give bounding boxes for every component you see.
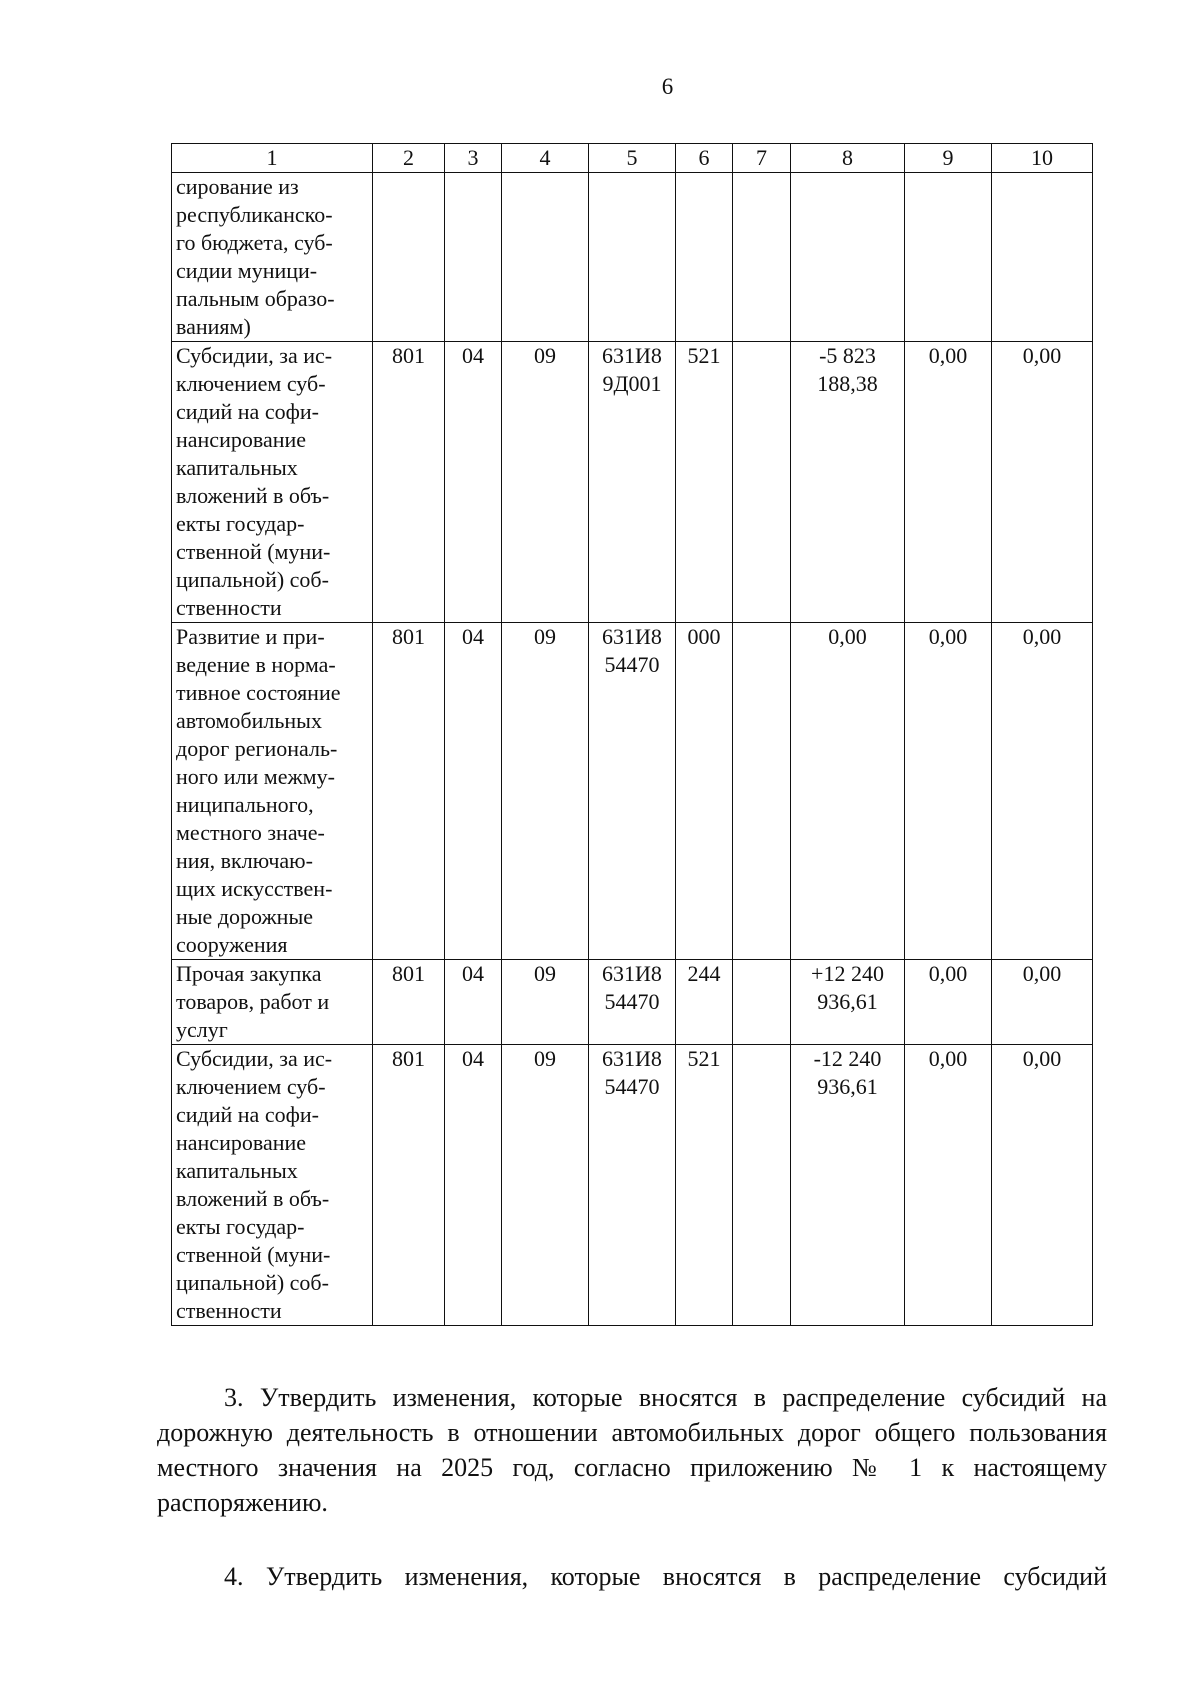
cell-c3: 04 bbox=[445, 623, 502, 960]
cell-c7 bbox=[733, 1045, 791, 1326]
cell-c5: 631И8 54470 bbox=[589, 1045, 676, 1326]
cell-c10: 0,00 bbox=[992, 960, 1093, 1045]
column-header: 5 bbox=[589, 144, 676, 173]
table-header-row bbox=[172, 144, 1093, 173]
cell-c2: 801 bbox=[373, 960, 445, 1045]
cell-c9: 0,00 bbox=[905, 342, 992, 623]
column-header: 4 bbox=[502, 144, 589, 173]
table-row bbox=[172, 173, 1093, 342]
cell-c3: 04 bbox=[445, 960, 502, 1045]
page-number: 6 bbox=[661, 74, 674, 99]
column-header: 10 bbox=[992, 144, 1093, 173]
table-row bbox=[172, 623, 1093, 960]
cell-c8: 0,00 bbox=[791, 623, 905, 960]
cell-c5: 631И8 9Д001 bbox=[589, 342, 676, 623]
column-header: 3 bbox=[445, 144, 502, 173]
cell-c6 bbox=[676, 173, 733, 342]
cell-c10: 0,00 bbox=[992, 342, 1093, 623]
cell-c9: 0,00 bbox=[905, 623, 992, 960]
paragraph-3: 3. Утвердить изменения, которые вносятся в распределение субсидий на дорожную деятельность в отношении автомобильных дорог общего пользования местного значения на 2025 год, согласно приложению № 1 к настоящему распоряжению. bbox=[157, 1383, 1107, 1517]
paragraph-4: 4. Утвердить изменения, которые вносятся в распределение субсидий bbox=[224, 1562, 1107, 1591]
row-name: сирование из республиканско- го бюджета, суб- сидии муници- пальным образо- ваниям) bbox=[172, 173, 373, 342]
cell-c6: 521 bbox=[676, 1045, 733, 1326]
cell-c9: 0,00 bbox=[905, 960, 992, 1045]
column-header: 8 bbox=[791, 144, 905, 173]
cell-c5: 631И8 54470 bbox=[589, 960, 676, 1045]
cell-c7 bbox=[733, 623, 791, 960]
cell-c5: 631И8 54470 bbox=[589, 623, 676, 960]
cell-c9 bbox=[905, 173, 992, 342]
column-header: 7 bbox=[733, 144, 791, 173]
column-header: 6 bbox=[676, 144, 733, 173]
cell-c2: 801 bbox=[373, 1045, 445, 1326]
cell-c10: 0,00 bbox=[992, 623, 1093, 960]
table-row bbox=[172, 960, 1093, 1045]
cell-c4: 09 bbox=[502, 1045, 589, 1326]
cell-c6: 244 bbox=[676, 960, 733, 1045]
column-header: 2 bbox=[373, 144, 445, 173]
row-name: Субсидии, за ис- ключением суб- сидий на софи- нансирование капитальных вложений в объ- екты государ- ственной (муни- ципальной) соб- ственности bbox=[172, 342, 373, 623]
row-name: Субсидии, за ис- ключением суб- сидий на софи- нансирование капитальных вложений в объ- екты государ- ственной (муни- ципальной) соб- ственности bbox=[172, 1045, 373, 1326]
cell-c8: +12 240 936,61 bbox=[791, 960, 905, 1045]
table-row bbox=[172, 1045, 1093, 1326]
cell-c4: 09 bbox=[502, 342, 589, 623]
cell-c5 bbox=[589, 173, 676, 342]
cell-c8: -5 823 188,38 bbox=[791, 342, 905, 623]
cell-c7 bbox=[733, 960, 791, 1045]
cell-c9: 0,00 bbox=[905, 1045, 992, 1326]
column-header: 1 bbox=[172, 144, 373, 173]
cell-c6: 521 bbox=[676, 342, 733, 623]
cell-c6: 000 bbox=[676, 623, 733, 960]
cell-c8: -12 240 936,61 bbox=[791, 1045, 905, 1326]
cell-c2: 801 bbox=[373, 623, 445, 960]
cell-c7 bbox=[733, 342, 791, 623]
row-name: Развитие и при- ведение в норма- тивное состояние автомобильных дорог региональ- ного или межму- ниципального, местного значе- ния, включаю- щих искусствен- ные дорожные сооружения bbox=[172, 623, 373, 960]
cell-c3: 04 bbox=[445, 1045, 502, 1326]
cell-c4: 09 bbox=[502, 623, 589, 960]
cell-c4: 09 bbox=[502, 960, 589, 1045]
table-row bbox=[172, 342, 1093, 623]
cell-c4 bbox=[502, 173, 589, 342]
cell-c3: 04 bbox=[445, 342, 502, 623]
cell-c2: 801 bbox=[373, 342, 445, 623]
cell-c10 bbox=[992, 173, 1093, 342]
cell-c10: 0,00 bbox=[992, 1045, 1093, 1326]
column-header: 9 bbox=[905, 144, 992, 173]
cell-c8 bbox=[791, 173, 905, 342]
cell-c7 bbox=[733, 173, 791, 342]
budget-table bbox=[171, 143, 1093, 1326]
row-name: Прочая закупка товаров, работ и услуг bbox=[172, 960, 373, 1045]
cell-c2 bbox=[373, 173, 445, 342]
cell-c3 bbox=[445, 173, 502, 342]
